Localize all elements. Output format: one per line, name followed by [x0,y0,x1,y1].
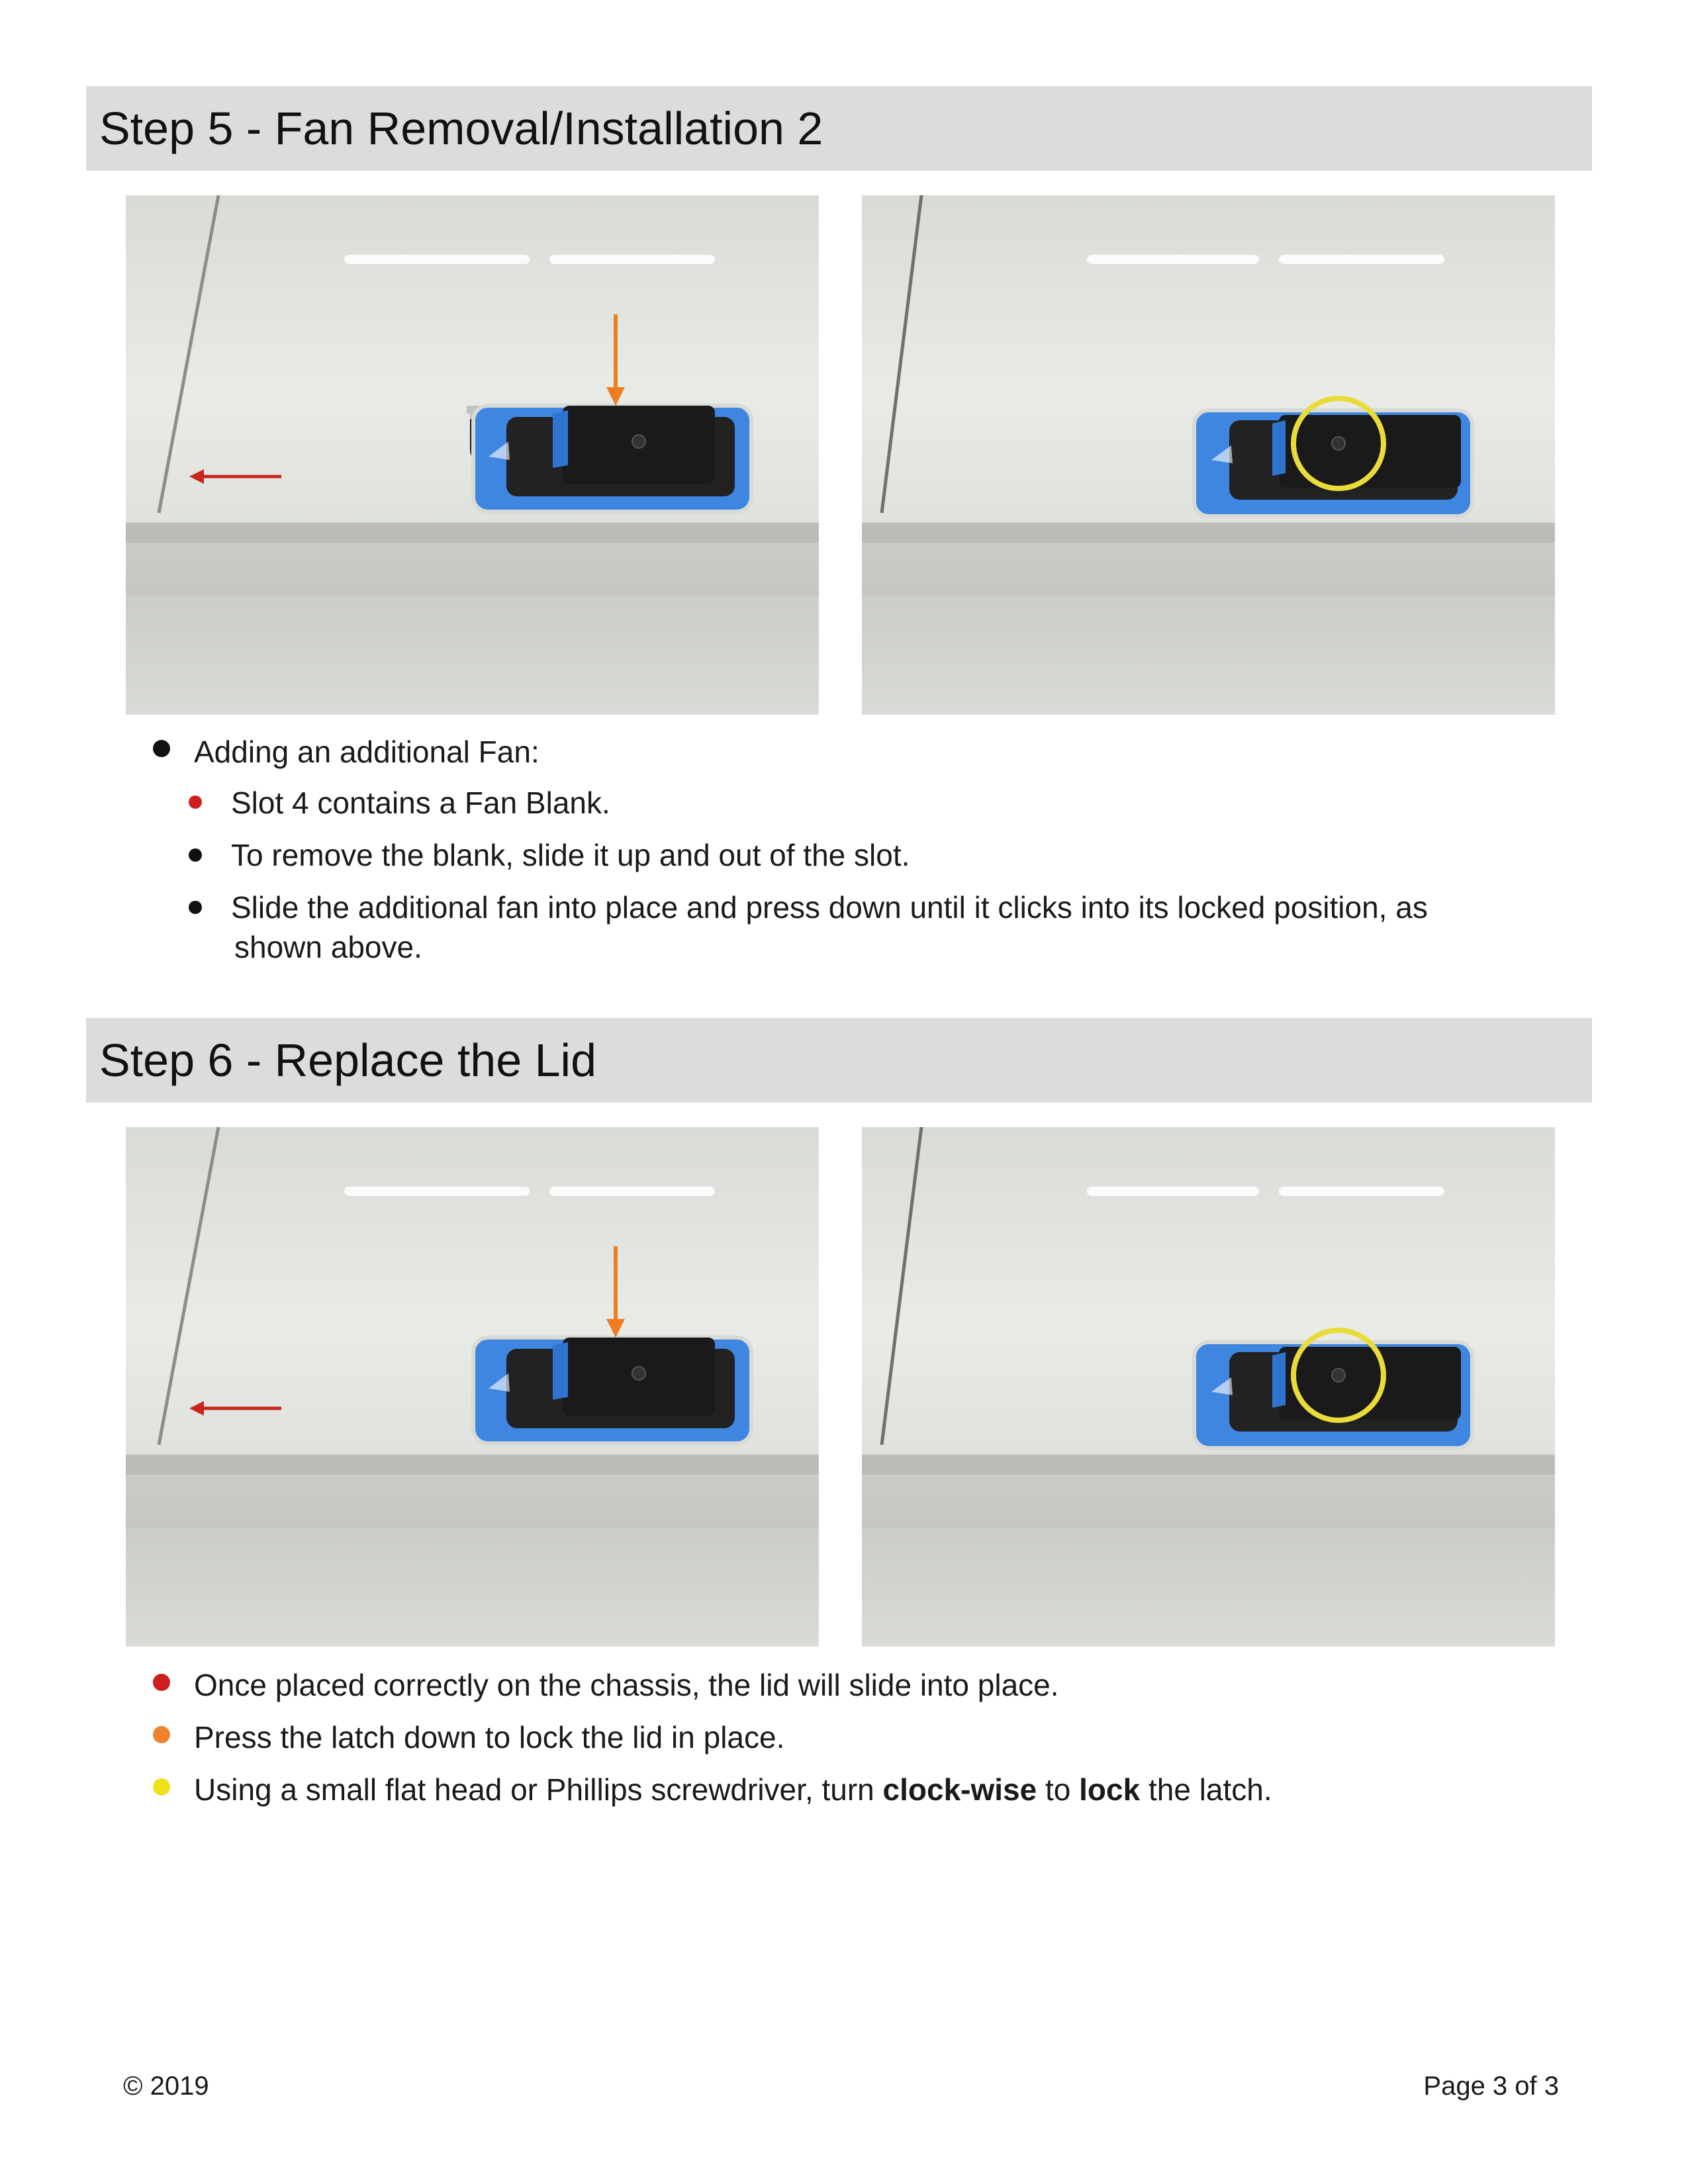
bullet-dot-red [153,1674,170,1691]
footer-copyright: © 2019 [123,2071,209,2101]
bullet-text: the latch. [1140,1772,1272,1807]
left-arrow-icon [126,1127,819,1647]
step6-bullet-3 [194,1770,1272,1809]
step6-photo-latch-press [126,1127,819,1647]
bullet-dot-red [189,796,202,809]
bullet-dot-yellow [153,1778,170,1796]
step5-bullet-4-line2: shown above. [234,930,422,964]
step5-bullet-4-line1: Slide the additional fan into place and press down until it clicks into its locked position, as [231,890,1428,925]
step5-photo-latch-locked [862,195,1555,715]
highlight-circle-icon [862,195,1555,715]
footer-page-number: Page 3 of 3 [1423,2071,1559,2101]
step5-photo-latch-press [126,195,819,715]
step6-title: Step 6 - Replace the Lid [86,1018,1592,1103]
step5-bullet-3: To remove the blank, slide it up and out of the slot. [231,838,910,872]
step6-bullet-2: Press the latch down to lock the lid in place. [194,1720,785,1754]
bullet-dot [189,901,202,914]
step6-bullet-1: Once placed correctly on the chassis, the lid will slide into place. [194,1668,1059,1702]
step5-title: Step 5 - Fan Removal/Installation 2 [86,86,1592,171]
bold-lock: lock [1079,1772,1141,1807]
left-arrow-icon [126,195,819,715]
bullet-text: to [1037,1772,1080,1807]
bullet-text: Using a small flat head or Phillips screwdriver, turn [194,1772,883,1807]
step5-bullet-4 [231,887,1555,967]
highlight-circle-icon [862,1127,1555,1647]
step5-bullet-2: Slot 4 contains a Fan Blank. [231,786,610,820]
step5-bullet-1: Adding an additional Fan: [194,735,539,769]
step6-photo-latch-locked [862,1127,1555,1647]
bullet-dot-orange [153,1726,170,1743]
bullet-dot [153,740,170,757]
bold-clock-wise: clock-wise [882,1772,1037,1807]
bullet-dot [189,848,202,862]
